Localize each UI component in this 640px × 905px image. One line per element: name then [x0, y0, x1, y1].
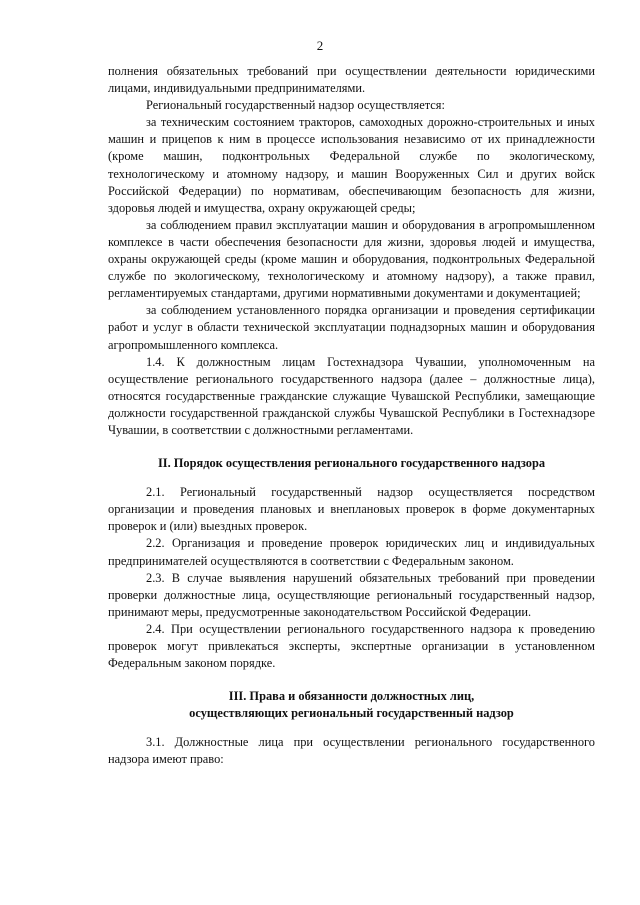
- supervision-item-3: за соблюдением установленного порядка организации и проведения сертификации работ и услуг в области технической эксплуатации поднадзорных машин и оборудования агропромышленного комплекса.: [108, 303, 595, 352]
- section-3-heading-line-2: осуществляющих региональный государственный надзор: [189, 706, 514, 721]
- supervision-item-1: за техническим состоянием тракторов, самоходных дорожно-строительных и иных машин и прицепов к ним в процессе использования независимо от их принадлежности (кроме машин, подконтрольных Федеральной службе по экологическому, технологическому и атомному надзору, и машин Вооруженных Сил и других войск Российской Федерации) по нормативам, обеспечивающим безопасность для жизни, здоровья людей и имущества, охрану окружающей среды;: [108, 115, 595, 215]
- supervision-intro: Региональный государственный надзор осуществляется:: [146, 98, 445, 113]
- paragraph-3-1: 3.1. Должностные лица при осуществлении регионального государственного надзора имеют право:: [108, 735, 595, 767]
- page-number: 2: [316, 38, 324, 53]
- section-3-heading-line-1: III. Права и обязанности должностных лиц,: [228, 689, 475, 704]
- paragraph-2-4: 2.4. При осуществлении регионального государственного надзора к проведению проверок могут привлекаться эксперты, экспертные организации в установленном Федеральным законом порядке.: [108, 621, 595, 671]
- page-content: [108, 63, 595, 769]
- paragraph-2-3: 2.3. В случае выявления нарушений обязательных требований при проведении проверки должностные лица, осуществляющие региональный государственный надзор, принимают меры, предусмотренные законодательством Российской Федерации.: [108, 570, 595, 619]
- section-2-heading: II. Порядок осуществления регионального государственного надзора: [157, 456, 546, 471]
- continuation-paragraph: полнения обязательных требований при осуществлении деятельности юридическими лицами, индивидуальными предпринимателями.: [108, 64, 595, 96]
- paragraph-2-1: 2.1. Региональный государственный надзор осуществляется посредством организации и проведения плановых и внеплановых проверок в форме документарных проверок и (или) выездных проверок.: [108, 485, 595, 534]
- paragraph-2-2: 2.2. Организация и проведение проверок юридических лиц и индивидуальных предпринимателей осуществляются в соответствии с Федеральным законом.: [108, 536, 595, 568]
- supervision-item-2: за соблюдением правил эксплуатации машин и оборудования в агропромышленном комплексе в части обеспечения безопасности для жизни, здоровья людей и имущества, охраны окружающей среды (кроме машин и оборудования, подконтрольных Федеральной службе по экологическому, технологическому и атомному надзору), а также правил, регламентируемых стандартами, другими нормативными документами и документацией;: [108, 217, 595, 301]
- paragraph-1-4: 1.4. К должностным лицам Гостехнадзора Чувашии, уполномоченным на осуществление регионального государственного надзора (далее – должностные лица), относятся государственные гражданские служащие Чувашской Республики, замещающие должности государственной гражданской службы Чувашской Республики в Гостехнадзоре Чувашии, в соответствии с должностными регламентами.: [108, 354, 595, 437]
